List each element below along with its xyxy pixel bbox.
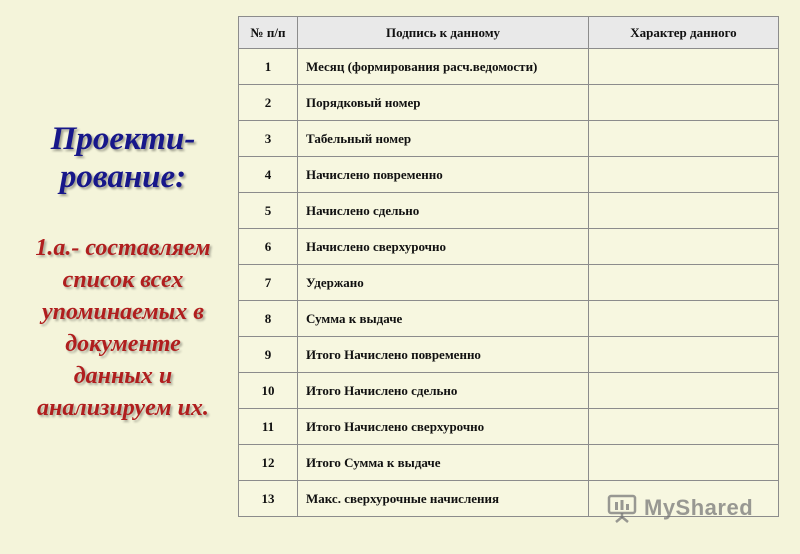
table-row (239, 373, 779, 409)
row-label: Табельный номер (298, 121, 589, 157)
table-row (239, 193, 779, 229)
row-number: 2 (239, 85, 298, 121)
row-number: 8 (239, 301, 298, 337)
row-type (589, 121, 779, 157)
table-row (239, 85, 779, 121)
row-label: Начислено сдельно (298, 193, 589, 229)
table-row (239, 301, 779, 337)
row-number: 4 (239, 157, 298, 193)
row-number: 7 (239, 265, 298, 301)
slide-heading: Проекти- рование: (50, 121, 196, 195)
row-number: 9 (239, 337, 298, 373)
header-number: № п/п (239, 17, 298, 49)
table-row (239, 409, 779, 445)
row-label: Месяц (формирования расч.ведомости) (298, 49, 589, 85)
watermark (606, 490, 753, 526)
row-type (589, 373, 779, 409)
row-label: Итого Начислено повременно (298, 337, 589, 373)
left-text-block (14, 120, 232, 424)
row-label: Начислено повременно (298, 157, 589, 193)
watermark-text: MyShared (644, 495, 754, 520)
row-type (589, 265, 779, 301)
table-row (239, 49, 779, 85)
row-label: Начислено сверхурочно (298, 229, 589, 265)
row-number: 3 (239, 121, 298, 157)
table-row (239, 265, 779, 301)
header-type: Характер данного (589, 17, 779, 49)
table-row (239, 157, 779, 193)
row-number: 5 (239, 193, 298, 229)
row-number: 6 (239, 229, 298, 265)
row-label: Итого Начислено сдельно (298, 373, 589, 409)
row-number: 10 (239, 373, 298, 409)
row-number: 12 (239, 445, 298, 481)
row-label: Итого Начислено сверхурочно (298, 409, 589, 445)
row-label: Макс. сверхурочные начисления (298, 481, 589, 517)
row-type (589, 229, 779, 265)
header-label: Подпись к данному (298, 17, 589, 49)
row-label: Итого Сумма к выдаче (298, 445, 589, 481)
row-type (589, 409, 779, 445)
row-label: Сумма к выдаче (298, 301, 589, 337)
slide-subtext: 1.а.- составляем список всех упоминаемых в документе данных и анализируем их. (35, 235, 211, 421)
row-type (589, 301, 779, 337)
row-number: 1 (239, 49, 298, 85)
row-label: Порядковый номер (298, 85, 589, 121)
table-row (239, 337, 779, 373)
row-type (589, 445, 779, 481)
table-row (239, 121, 779, 157)
table-row (239, 445, 779, 481)
row-number: 13 (239, 481, 298, 517)
row-type (589, 337, 779, 373)
row-label: Удержано (298, 265, 589, 301)
presentation-board-icon (606, 492, 638, 524)
row-type (589, 49, 779, 85)
row-number: 11 (239, 409, 298, 445)
row-type (589, 85, 779, 121)
table-row (239, 229, 779, 265)
row-type (589, 157, 779, 193)
row-type (589, 193, 779, 229)
data-table (238, 16, 779, 517)
table-header-row (239, 17, 779, 49)
